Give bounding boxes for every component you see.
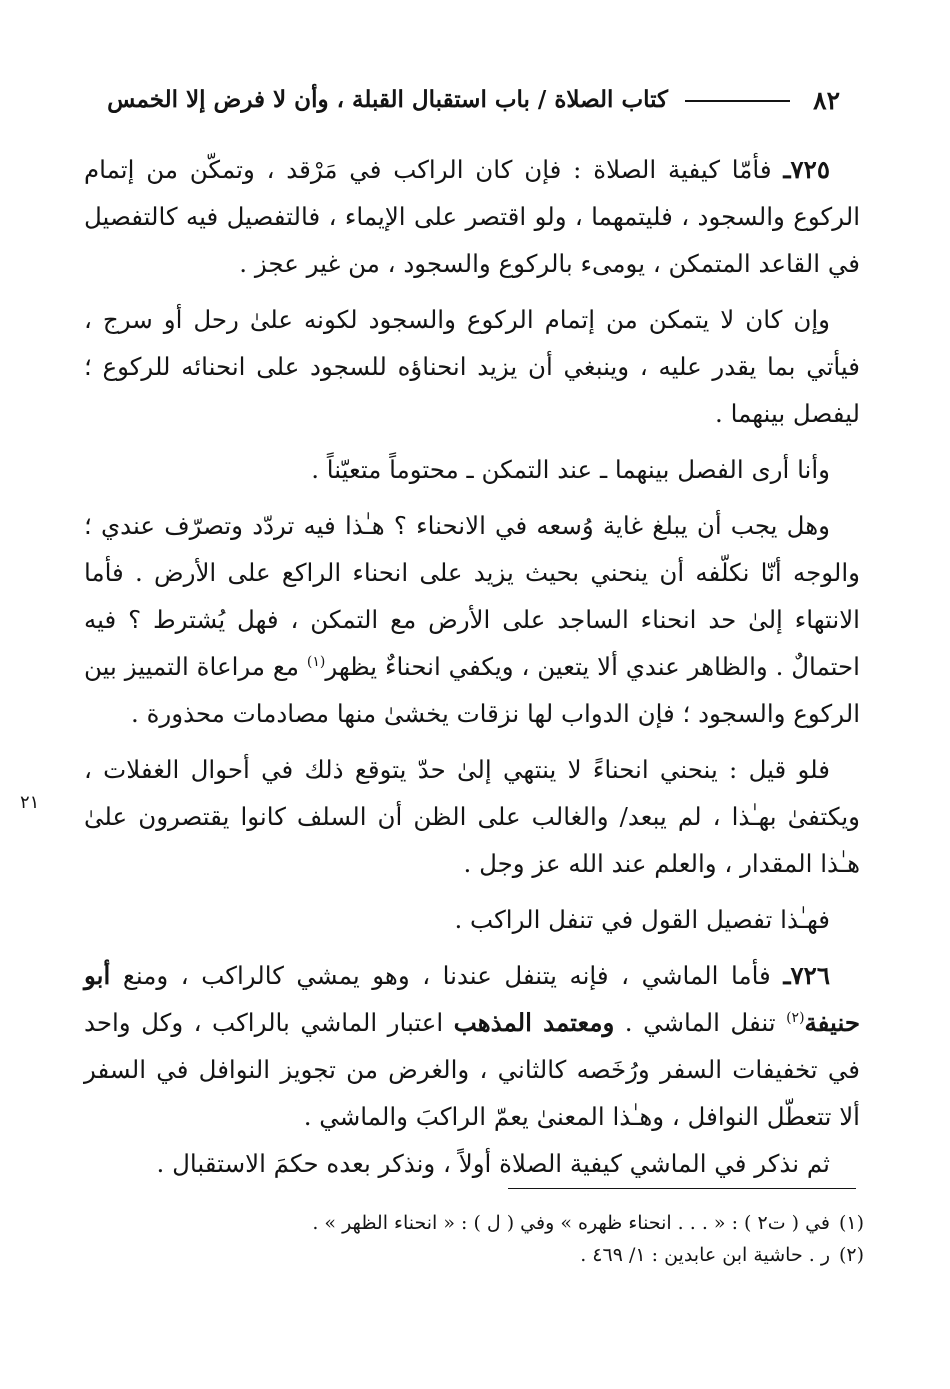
paragraph: وإن كان لا يتمكن من إتمام الركوع والسجود لكونه علىٰ رحل أو سرج ، فيأتي بما يقدر عليه ، وينبغي أن يزيد انحناؤه للسجود على انحنائه للركوع ؛ ليفصل بينهما . <box>84 305 861 428</box>
header-rule <box>685 100 790 102</box>
footnote-text: في ( ت٢ ) : « . . . انحناء ظهره » وفي ( ل ) : « انحناء الظهر » . <box>312 1212 830 1234</box>
paragraph: ثم نذكر في الماشي كيفية الصلاة أولاً ، ونذكر بعده حكمَ الاستقبال . <box>156 1149 830 1178</box>
paragraph: فهـٰذا تفصيل القول في تنفل الراكب . <box>454 905 830 934</box>
paragraph-text: اعتبار الماشي بالراكب ، وكل واحد في تخفيفات السفر ورُخَصه كالثاني ، والغرض من تجويز النوافل في السفر ألا تتعطّل النوافل ، وهـٰذا المعنىٰ يعمّ الراكبَ والماشي . <box>84 1008 860 1131</box>
paragraph <box>84 502 860 737</box>
margin-note: ٢١ <box>20 792 40 813</box>
paragraph-726 <box>84 952 860 1140</box>
page-header <box>84 82 840 122</box>
footnote-2 <box>120 1239 864 1271</box>
paragraph-text: فأمّا كيفية الصلاة : فإن كان الراكب في مَرْقد ، وتمكّن من إتمام الركوع والسجود ، فليتمهما ، ولو اقتصر على الإيماء ، فالتفصيل فيه كالتفصيل في القاعد المتمكن ، يومىء بالركوع والسجود ، من غير عجز . <box>84 155 860 278</box>
person-name: أبو حنيفة <box>84 961 860 1037</box>
footnote-text: ر . حاشية ابن عابدين : ١/ ٤٦٩ . <box>580 1244 830 1266</box>
footnote-number: (١) <box>838 1212 864 1234</box>
main-text <box>84 146 860 1187</box>
footnote-1 <box>120 1207 864 1239</box>
footnote-ref: (٢) <box>786 1009 805 1026</box>
paragraph-text: مع مراعاة التمييز بين الركوع والسجود ؛ فإن الدواب لها نزقات يخشىٰ منها مصادمات محذورة . <box>84 652 860 728</box>
paragraph-number: ٧٢٥ـ <box>783 155 830 184</box>
paragraph-text: تنفل الماشي . <box>614 1008 787 1037</box>
paragraph-text: وهل يجب أن يبلغ غاية وُسعه في الانحناء ؟ هـٰذا فيه تردّد وتصرّف عندي ؛ والوجه أنّا نكلّفه أن ينحني بحيث يزيد على انحناء الراكع على الأرض . فأما الانتهاء إلىٰ حد انحناء الساجد على الأرض مع التمكن ، فهل يُشترط ؟ فيه احتمالٌ . والظاهر عندي ألا يتعين ، ويكفي انحناءٌ يظهر <box>84 511 860 681</box>
page-number: ٨٢ <box>813 86 840 115</box>
footnote-rule <box>508 1188 856 1189</box>
paragraph-725 <box>84 146 860 287</box>
footnote-ref: (١) <box>306 653 326 670</box>
paragraph: فلو قيل : ينحني انحناءً لا ينتهي إلىٰ حدّ يتوقع ذلك في أحوال الغفلات ، ويكتفىٰ بهـٰذا ، لم يبعد/ والغالب على الظن أن السلف كانوا يقتصرون علىٰ هـٰذا المقدار ، والعلم عند الله عز وجل . <box>84 755 860 878</box>
running-title: كتاب الصلاة / باب استقبال القبلة ، وأن لا فرض إلا الخمس <box>107 86 668 113</box>
paragraph: وأنا أرى الفصل بينهما ـ عند التمكن ـ محتوماً متعيّناً . <box>311 455 830 484</box>
paragraph-number: ٧٢٦ـ <box>783 961 830 990</box>
footnote-number: (٢) <box>838 1244 864 1266</box>
footnotes <box>120 1207 864 1271</box>
paragraph-text: فأما الماشي ، فإنه يتنفل عندنا ، وهو يمشي كالراكب ، ومنع <box>110 961 784 990</box>
bold-term: ومعتمد المذهب <box>453 1008 615 1037</box>
